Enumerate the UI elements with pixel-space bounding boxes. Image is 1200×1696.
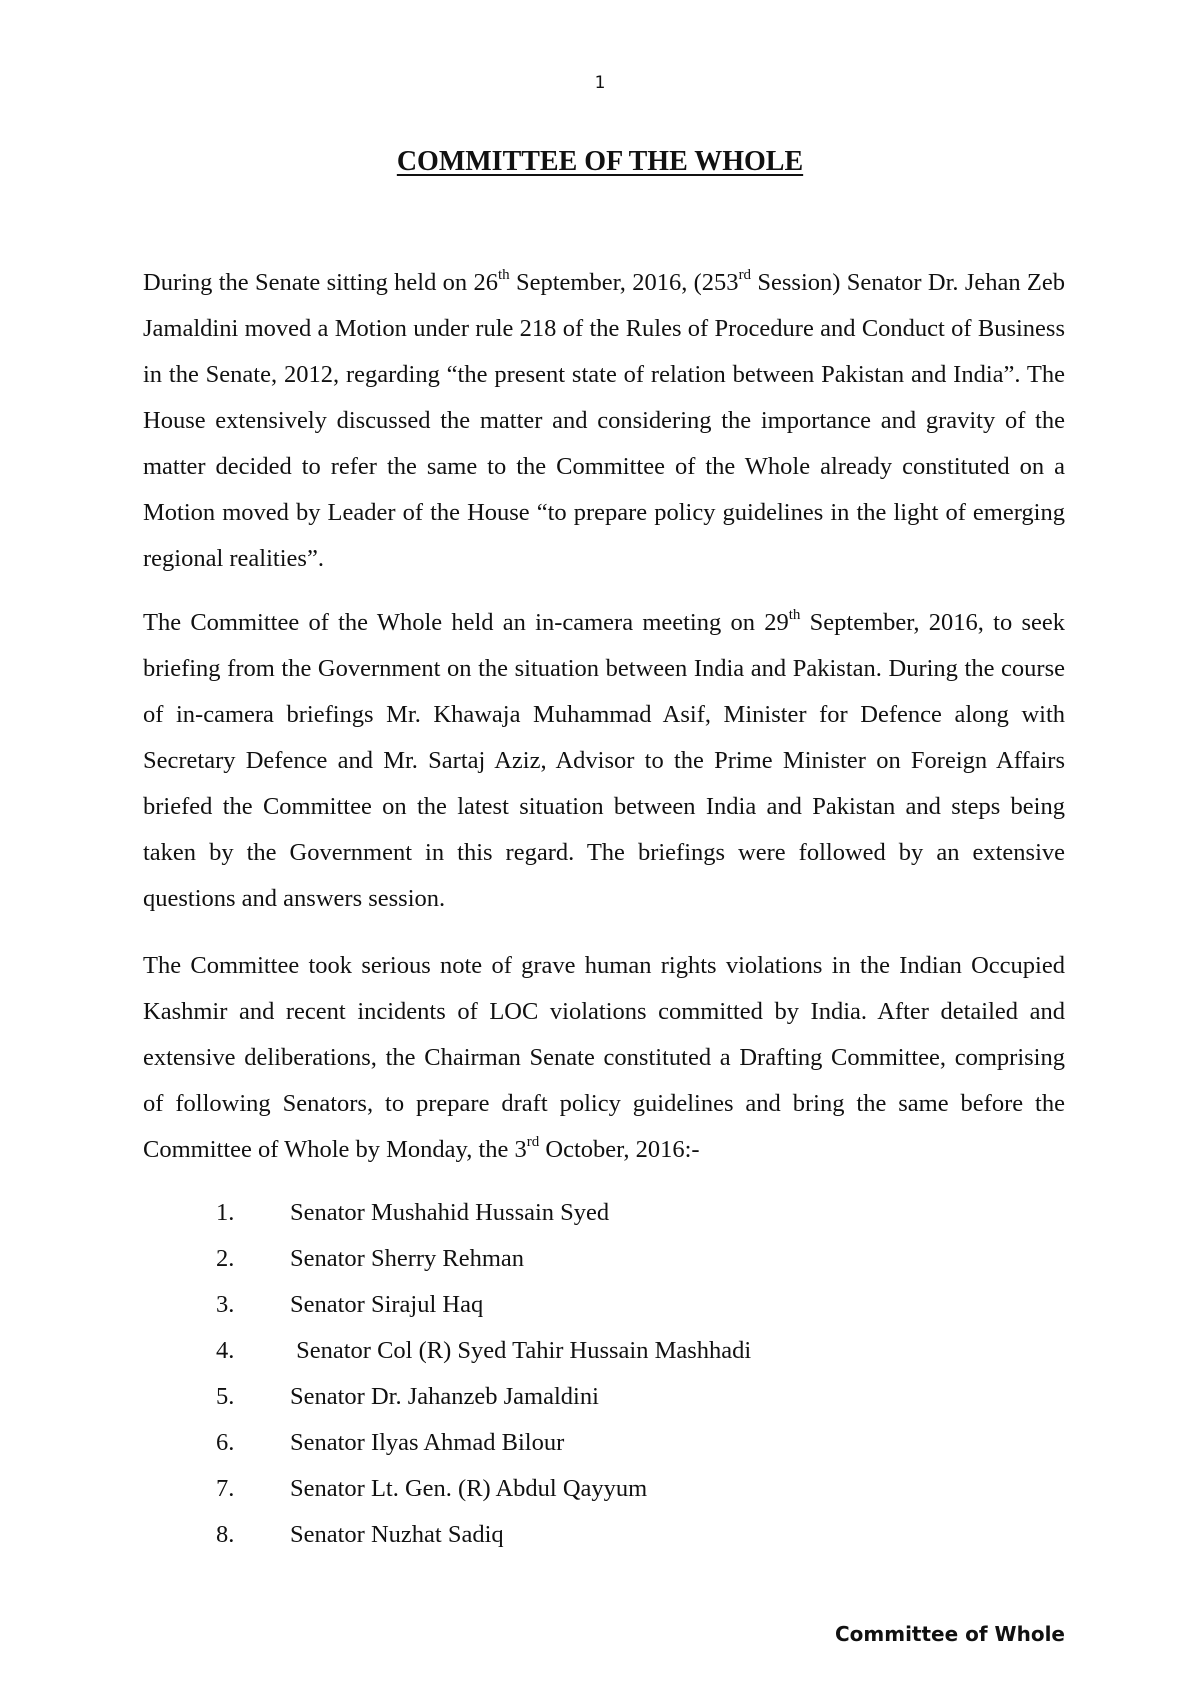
page-footer: Committee of Whole	[834, 1622, 1065, 1646]
ordinal-suffix: rd	[526, 1134, 540, 1150]
senator-name: Senator Sirajul Haq	[290, 1291, 484, 1318]
list-item	[0, 1282, 1200, 1328]
list-item	[0, 1466, 1200, 1512]
paragraph-meeting	[143, 600, 1065, 922]
list-item	[0, 1420, 1200, 1466]
list-item	[0, 1374, 1200, 1420]
ordinal-suffix: th	[788, 607, 801, 623]
list-number: 1.	[216, 1199, 235, 1226]
ordinal-suffix: rd	[738, 267, 752, 283]
list-item	[0, 1328, 1200, 1374]
senator-name: Senator Sherry Rehman	[290, 1245, 525, 1272]
page-number: 1	[594, 73, 606, 93]
list-number: 2.	[216, 1245, 235, 1272]
paragraph-motion	[143, 260, 1065, 582]
text-run: October, 2016:-	[539, 1136, 700, 1163]
list-item	[0, 1236, 1200, 1282]
senator-name: Senator Mushahid Hussain Syed	[290, 1199, 610, 1226]
senator-name: Senator Nuzhat Sadiq	[290, 1521, 504, 1548]
list-item	[0, 1190, 1200, 1236]
senator-list	[0, 1190, 1200, 1558]
text-run: The Committee took serious note of grave human rights violations in the Indian Occupied Kashmir and recent incidents of LOC violations committed by India. After detailed and extensive deliberations, the Chairman Senate constituted a Drafting Committee, comprising of following Senators, to prepare draft policy guidelines and bring the same before the Committee of Whole by Monday, the 3	[143, 952, 1065, 1163]
list-number: 4.	[216, 1337, 235, 1364]
senator-name: Senator Dr. Jahanzeb Jamaldini	[290, 1383, 599, 1410]
text-run: September, 2016, (253	[509, 269, 739, 296]
list-number: 8.	[216, 1521, 235, 1548]
senator-name: Senator Col (R) Syed Tahir Hussain Mashhadi	[290, 1337, 752, 1364]
ordinal-suffix: th	[497, 267, 510, 283]
list-item	[0, 1512, 1200, 1558]
list-number: 3.	[216, 1291, 235, 1318]
text-run: During the Senate sitting held on 26	[143, 269, 498, 296]
text-run: The Committee of the Whole held an in-camera meeting on 29	[143, 609, 789, 636]
senator-name: Senator Ilyas Ahmad Bilour	[290, 1429, 565, 1456]
paragraph-drafting-committee	[143, 943, 1065, 1173]
list-number: 6.	[216, 1429, 235, 1456]
text-run: September, 2016, to seek briefing from the Government on the situation between India and Pakistan. During the course of in-camera briefings Mr. Khawaja Muhammad Asif, Minister for Defence along with Secretary Defence and Mr. Sartaj Aziz, Advisor to the Prime Minister on Foreign Affairs briefed the Committee on the latest situation between India and Pakistan and steps being taken by the Government in this regard. The briefings were followed by an extensive questions and answers session.	[143, 609, 1065, 912]
list-number: 5.	[216, 1383, 235, 1410]
senator-name: Senator Lt. Gen. (R) Abdul Qayyum	[290, 1475, 648, 1502]
document-title: COMMITTEE OF THE WHOLE	[396, 146, 804, 177]
text-run: Session) Senator Dr. Jehan Zeb Jamaldini moved a Motion under rule 218 of the Rules of Procedure and Conduct of Business in the Senate, 2012, regarding “the present state of relation between Pakistan and India”. The House extensively discussed the matter and considering the importance and gravity of the matter decided to refer the same to the Committee of the Whole already constituted on a Motion moved by Leader of the House “to prepare policy guidelines in the light of emerging regional realities”.	[143, 269, 1066, 572]
list-number: 7.	[216, 1475, 235, 1502]
